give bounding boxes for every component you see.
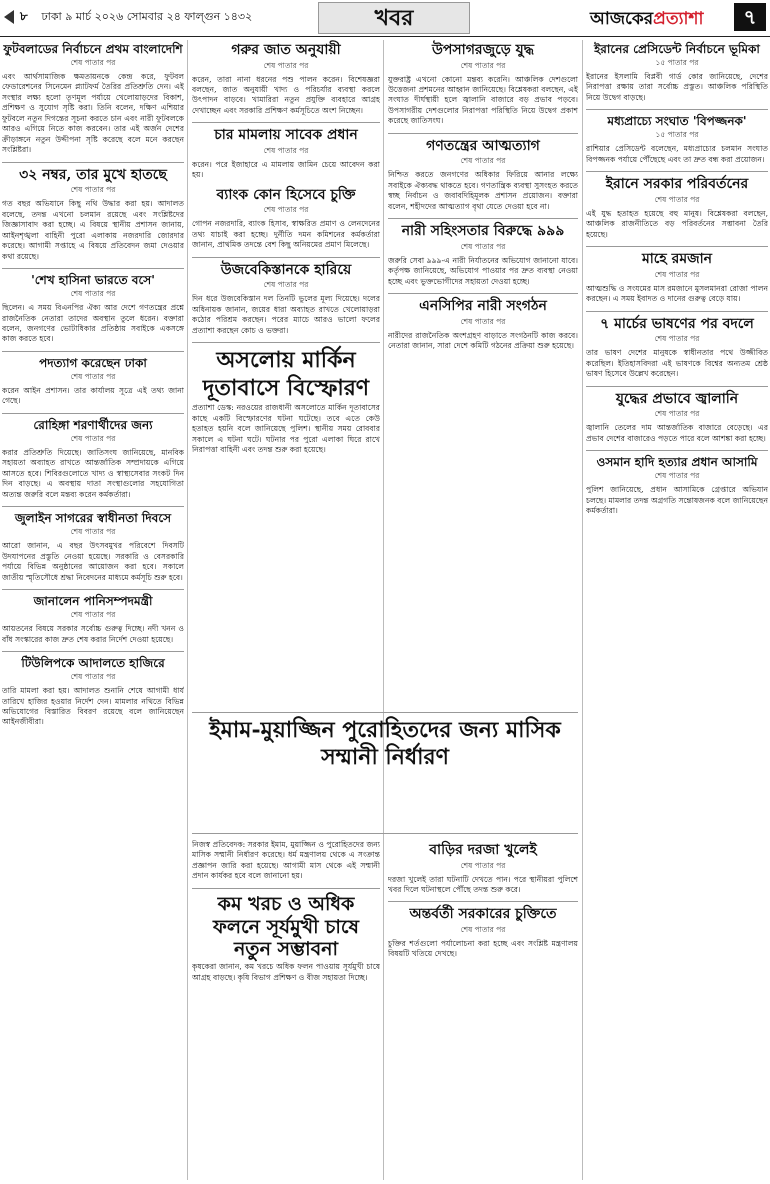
article [192, 187, 380, 251]
article-headline: ইরানে সরকার পরিবর্তনের [605, 176, 749, 193]
article [586, 42, 768, 103]
article-body: জরুরি সেবা ৯৯৯-এ নারী নির্যাতনের অভিযোগ জানানো যাবে। কর্তৃপক্ষ জানিয়েছে, অভিযোগ পাওয়ার পর দ্রুত ব্যবস্থা নেওয়া হচ্ছে এবং ভুক্তভোগীদের সহায়তা দেওয়া হচ্ছে। [388, 255, 578, 286]
article-headline: যুদ্ধের প্রভাবে জ্বালানি [615, 390, 739, 407]
lead-headline: ইমাম-মুয়াজ্জিন পুরোহিতদের জন্য মাসিক সম্মানী নির্ধারণ [209, 717, 561, 770]
continuation-label: শেষ পাতার পর [263, 205, 309, 215]
continuation-label: শেষ পাতার পর [654, 334, 700, 344]
article-headline: গরুর জাত অনুযায়ী [231, 42, 341, 58]
article [388, 138, 578, 212]
continuation-label: শেষ পাতার পর [70, 433, 116, 443]
article [388, 42, 578, 127]
article-body: তারি মামলা করা হয়। আদালত শুনানি শেষে আগামী ধার্য তারিখে হাজির হওয়ার নির্দেশ দেন। মামলার নথিতে বিভিন্ন অভিযোগের বিস্তারিত বিবরণ রয়েছে বলে জানিয়েছেন আইনজীবীরা। [2, 686, 184, 727]
article-headline: ওসমান হাদি হত্যার প্রধান আসামি [596, 455, 758, 470]
continuation-label: শেষ পাতার পর [263, 280, 309, 290]
continuation-label: শেষ পাতার পর [460, 316, 506, 326]
article [192, 840, 380, 882]
article [388, 906, 578, 959]
page-header [0, 0, 770, 37]
article-body: ছিলেন। এ সময় বিএনপির ঐক্য আর দেশে গণতন্ত্রের প্রশ্নে রাজনৈতিক নেতারা তাদের অবস্থান তুলে ধরেন। বক্তারা বলেন, জনগণের ভোটাধিকার প্রতিষ্ঠায় সবাইকে একসঙ্গে কাজ করতে হবে। [2, 303, 184, 344]
article-headline: ফুটবলাডের নির্বাচনে প্রথম বাংলাদেশি [3, 42, 183, 56]
continuation-label: শেষ পাতার পর [70, 610, 116, 620]
article-headline: পদত্যাগ করেছেন ঢাকা [39, 355, 147, 370]
column-divider [187, 40, 188, 1180]
article [586, 455, 768, 516]
divider [192, 257, 380, 258]
article-headline: এনসিপির নারী সংগঠন [419, 298, 547, 315]
divider [2, 506, 184, 507]
article [2, 511, 184, 583]
continuation-label: শেষ পাতার পর [70, 289, 116, 299]
masthead-logo [590, 6, 703, 34]
article-headline: ৭ মার্চের ভাষণের পর বদলে [600, 315, 754, 332]
article [586, 391, 768, 444]
logo-part1: আজকের [590, 9, 654, 29]
continuation-label: শেষ পাতার পর [70, 185, 116, 195]
issue-date: ঢাকা ৯ মার্চ ২০২৬ সোমবার ২৪ ফাল্গুন ১৪৩২ [41, 10, 253, 23]
article-body: দিন ধরে উজবেকিস্তান দল তিনটি ভুলের মূল্য দিয়েছে। দলের অধিনায়ক জানান, জয়ের ধারা অব্যাহত রাখতে খেলোয়াড়রা কঠোর পরিশ্রম করছেন। পরের ম্যাচে আরও ভালো ফলের প্রত্যাশা করছেন কোচ ও ভক্তরা। [192, 294, 380, 335]
article-body: করেন। পরে ইজাহারে এ মামলায় জামিন চেয়ে আবেদন করা হয়। [192, 159, 380, 180]
article [2, 273, 184, 345]
page-arrow-icon [4, 10, 14, 24]
article [586, 176, 768, 240]
article-body: জ্বালানি তেলের দাম আন্তর্জাতিক বাজারে বেড়েছে। এর প্রভাব দেশের বাজারেও পড়তে পারে বলে আশঙ্কা করা হচ্ছে। [586, 423, 768, 443]
article-headline: নারী সহিংসতার বিরুদ্ধে ৯৯৯ [401, 223, 565, 240]
article-body: পুলিশ জানিয়েছে, প্রধান আসামিকে গ্রেপ্তারে অভিযান চলছে। মামলার তদন্ত অগ্রগতি সন্তোষজনক বলে জানিয়েছেন কর্মকর্তারা। [586, 485, 768, 515]
article-body: গত বছর অভিযানে কিছু নথি উদ্ধার করা হয়। আদালত বলেছে, তদন্ত এখনো চলমান রয়েছে এবং সংশ্লিষ্টদের জিজ্ঞাসাবাদ করা হচ্ছে। এ বিষয়ে স্থানীয় প্রশাসন জানায়, আইনশৃঙ্খলা বাহিনী পুরো এলাকায় নজরদারি জোরদার করেছে। আগামী সপ্তাহে এ বিষয়ে প্রতিবেদন জমা দেওয়ার কথা রয়েছে। [2, 199, 184, 261]
article [586, 114, 768, 165]
article [388, 223, 578, 287]
column-2-lower [192, 840, 380, 1180]
divider [586, 311, 768, 312]
lead-headline-box [192, 712, 578, 834]
continuation-label: শেষ পাতার পর [654, 471, 700, 481]
divider [2, 651, 184, 652]
article-body: আয়তনের বিষয়ে সরকার সর্বোচ্চ গুরুত্ব দিচ্ছে। নদী খনন ও বাঁধ সংস্কারের কাজ দ্রুত শেষ করার নির্দেশ দেওয়া হয়েছে। [2, 624, 184, 644]
continuation-label: শেষ পাতার পর [263, 60, 309, 70]
divider [2, 589, 184, 590]
continuation-label: শেষ পাতার পর [70, 527, 116, 537]
article-headline: বাড়ির দরজা খুলেই [429, 842, 537, 858]
article [586, 251, 768, 304]
article [2, 356, 184, 407]
continuation-label: শেষ পাতার পর [654, 269, 700, 279]
article [388, 842, 578, 895]
continuation-label: ১৫ পাতার পর [655, 130, 699, 140]
divider [192, 342, 380, 343]
article-body: রাশিয়ার প্রেসিডেন্ট বলেছেন, মধ্যপ্রাচ্যের চলমান সংঘাত বিপজ্জনক পর্যায়ে পৌঁছেছে এবং তা দ্রুত বন্ধ করা প্রয়োজন। [586, 144, 768, 164]
article [192, 262, 380, 336]
article-body: এই যুদ্ধ হতাহত হয়েছে বহু মানুষ। বিশ্লেষকরা বলছেন, আঞ্চলিক রাজনীতিতে বড় পরিবর্তনের সম্ভাবনা তৈরি হয়েছে। [586, 208, 768, 239]
header-left [4, 8, 252, 28]
article-headline: 'শেখ হাসিনা ভারতে বসে' [31, 273, 155, 288]
article-body: ইরানের ইসলামি বিপ্লবী গার্ড কোর জানিয়েছে, দেশের নিরাপত্তা রক্ষায় তারা সর্বোচ্চ প্রস্তুত। আঞ্চলিক পরিস্থিতি নিয়ে উদ্বেগ বাড়ছে। [586, 72, 768, 102]
divider [586, 109, 768, 110]
article [2, 42, 184, 156]
article-body: নিজস্ব প্রতিবেদক: সরকার ইমাম, মুয়াজ্জিন ও পুরোহিতদের জন্য মাসিক সম্মানী নির্ধারণ করেছে। ধর্ম মন্ত্রণালয় থেকে এ সংক্রান্ত প্রজ্ঞাপন জারি করা হয়েছে। আগামী মাস থেকে এই সম্মানী প্রদান কার্যকর হবে বলে জানানো হয়। [192, 840, 380, 881]
article-headline: কম খরচ ও অধিক ফলনে সূর্যমুখী চাষে নতুন সম্ভাবনা [212, 892, 360, 961]
article-body: আরো জানান, এ বছর উৎসবমুখর পরিবেশে দিবসটি উদযাপনের প্রস্তুতি নেওয়া হয়েছে। সরকারি ও বেসরকারি পর্যায়ে বিভিন্ন অনুষ্ঠানের আয়োজন করা হবে। সকালে জাতীয় স্মৃতিসৌধে শ্রদ্ধা নিবেদনের মাধ্যমে কর্মসূচি শুরু হবে। [2, 541, 184, 582]
article [192, 893, 380, 983]
column-4 [586, 40, 768, 1180]
article-headline: ইরানের প্রেসিডেন্ট নির্বাচনে ভূমিকা [594, 42, 760, 56]
continuation-label: শেষ পাতার পর [460, 860, 506, 870]
article-headline: ৩২ নম্বর, তার মুখে হাতছে [19, 166, 167, 183]
article-body: করেন, তারা নানা ধরনের পশু পালন করেন। বিশেষজ্ঞরা বলছেন, জাত অনুযায়ী খাদ্য ও পরিচর্যার ব্যবস্থা করলে উৎপাদন বাড়বে। খামারিরা নতুন প্রযুক্তি ব্যবহারে আগ্রহ দেখাচ্ছেন এবং সরকারি প্রশিক্ষণ কর্মসূচিতে অংশ নিচ্ছেন। [192, 74, 380, 115]
article-headline: মধ্যপ্রাচ্যে সংঘাত 'বিপজ্জনক' [607, 114, 747, 129]
continuation-label: শেষ পাতার পর [70, 58, 116, 67]
article [192, 127, 380, 180]
article-headline: জুলাইন সাগরের স্বাধীনতা দিবসে [14, 511, 172, 526]
divider [388, 133, 578, 134]
divider [2, 162, 184, 163]
article [2, 594, 184, 645]
continuation-label: শেষ পাতার পর [460, 156, 506, 166]
divider [388, 901, 578, 902]
article-headline: গণতন্ত্রের আত্মত্যাগ [426, 137, 540, 154]
continuation-label: শেষ পাতার পর [654, 194, 700, 204]
article [192, 42, 380, 116]
article-headline: জানালেন পানিসম্পদমন্ত্রী [33, 594, 153, 609]
article-body: গোপন নজরদারি, ব্যাংক হিসাব, স্বাক্ষরিত প্রমাণ ও লেনদেনের তথ্য যাচাই করা হচ্ছে। দুর্নীতি দমন কমিশনের কর্মকর্তারা জানান, প্রাথমিক তদন্তে বেশ কিছু অনিয়মের প্রমাণ মিলেছে। [192, 219, 380, 250]
article-headline: টিউলিপকে আদালতে হাজিরে [21, 656, 165, 671]
article-headline: রোহিঙ্গা শরণার্থীদের জন্য [33, 417, 153, 432]
article-body: দরজা খুলেই তারা ঘটনাটি দেখতে পান। পরে স্থানীয়রা পুলিশে খবর দিলে ঘটনাস্থলে পৌঁছে তদন্ত শুরু করে। [388, 874, 578, 894]
continuation-label: শেষ পাতার পর [263, 145, 309, 155]
continuation-label: শেষ পাতার পর [70, 672, 116, 682]
article-body: করেন আইন প্রশাসন। তার কার্যালয় সূত্রে এই তথ্য জানা গেছে। [2, 385, 184, 406]
divider [586, 450, 768, 451]
article-body: যুক্তরাষ্ট্র এখনো কোনো মন্তব্য করেনি। আঞ্চলিক দেশগুলো উত্তেজনা প্রশমনের আহ্বান জানিয়েছে। বিশ্লেষকরা বলছেন, এই সংঘাত দীর্ঘস্থায়ী হলে জ্বালানি বাজারে বড় প্রভাব পড়বে। উপসাগরীয় দেশগুলোর নিরাপত্তা পরিস্থিতি নিয়ে উদ্বেগ প্রকাশ করেছে জাতিসংঘ। [388, 74, 578, 126]
divider [388, 293, 578, 294]
divider [2, 413, 184, 414]
article-body: নারীদের রাজনৈতিক অংশগ্রহণ বাড়াতে সংগঠনটি কাজ করবে। নেতারা জানান, সারা দেশে কমিটি গঠনের প্রক্রিয়া শুরু হয়েছে। [388, 330, 578, 351]
article-body: এবং আর্থসামাজিক ক্ষমতায়নকে কেন্দ্র করে, ফুটবল ফেডারেশনের সিনেমেন প্ল্যাটফর্ম তৈরির প্রতিশ্রুতি দেন। এই সংস্থার লক্ষ্য হলো তৃণমূল পর্যায়ে খেলোয়াড়দের বিকাশ, প্রশিক্ষণ ও সুযোগ সৃষ্টি করা। তিনি বলেন, দক্ষিণ এশিয়ার ফুটবলে নতুন দিগন্তের সূচনা করতে চান এবং নারী ফুটবলকে আরও এগিয়ে নিতে কাজ করবেন। তার এই অর্জন দেশের ক্রীড়াঙ্গনে নতুন উদ্দীপনা সৃষ্টি করেছে বলে মনে করছেন সংশ্লিষ্টরা। [2, 72, 184, 155]
article [388, 298, 578, 351]
article-body: তার ভাষণ দেশের মানুষকে স্বাধীনতার পথে উজ্জীবিত করেছিল। ইতিহাসবিদরা এই ভাষণকে বিশ্বের অন্যতম শ্রেষ্ঠ ভাষণ হিসেবে উল্লেখ করেছেন। [586, 348, 768, 379]
article-headline: ব্যাংক কোন হিসেবে চুক্তি [216, 186, 356, 203]
divider [388, 218, 578, 219]
continuation-label: শেষ পাতার পর [460, 924, 506, 934]
divider [192, 122, 380, 123]
article-body: চুক্তির শর্তগুলো পর্যালোচনা করা হচ্ছে এবং সংশ্লিষ্ট মন্ত্রণালয় বিষয়টি খতিয়ে দেখছে। [388, 938, 578, 959]
article-body: আত্মশুদ্ধি ও সংযমের মাস রমজানে মুসলমানরা রোজা পালন করছেন। এ সময় ইবাদত ও দানের গুরুত্ব বেড়ে যায়। [586, 283, 768, 304]
continuation-label: ১৫ পাতার পর [655, 58, 699, 67]
divider [586, 171, 768, 172]
article-body: প্রত্যাশা ডেস্ক: নরওয়ের রাজধানী অসলোতে মার্কিন দূতাবাসের কাছে একটি বিস্ফোরণের ঘটনা ঘটেছে। তবে এতে কেউ হতাহত হয়নি বলে জানিয়েছে পুলিশ। স্থানীয় সময় রোববার সকালে এ ঘটনা ঘটে। ঘটনার পর পুরো এলাকা ঘিরে রাখে নিরাপত্তা বাহিনী এবং তদন্ত শুরু করা হয়েছে। [192, 403, 380, 454]
column-1 [2, 40, 184, 1180]
article-headline: উজবেকিস্তানকে হারিয়ে [220, 261, 352, 278]
divider [586, 246, 768, 247]
article-headline: চার মামলায় সাবেক প্রধান [214, 127, 358, 144]
article-body: করার প্রতিশ্রুতি দিয়েছে। জাতিসংঘ জানিয়েছে, মানবিক সহায়তা অব্যাহত রাখতে আন্তর্জাতিক সম্প্রদায়কে এগিয়ে আসতে হবে। শিবিরগুলোতে খাদ্য ও স্বাস্থ্যসেবার সংকট দিন দিন বাড়ছে। এ অবস্থায় দাতা সংস্থাগুলোর সহযোগিতা অত্যন্ত জরুরি বলে মন্তব্য করেন কর্মকর্তারা। [2, 447, 184, 499]
article [2, 656, 184, 728]
article-headline: উপসাগরজুড়ে যুদ্ধ [432, 42, 534, 58]
column-2 [192, 40, 380, 708]
continuation-label: শেষ পাতার পর [654, 409, 700, 419]
article [2, 418, 184, 500]
divider [2, 268, 184, 269]
divider [2, 351, 184, 352]
page-number-box: ৭ [734, 3, 766, 31]
column-3-lower [388, 840, 578, 1180]
column-divider [582, 40, 583, 1180]
article-headline: অন্তর্বর্তী সরকারের চুক্তিতে [409, 906, 557, 923]
article-body: কৃষকেরা জানান, কম খরচে অধিক ফলন পাওয়ায় সূর্যমুখী চাষে আগ্রহ বাড়ছে। কৃষি বিভাগ প্রশিক্ষণ ও বীজ সহায়তা দিচ্ছে। [192, 962, 380, 982]
divider [192, 888, 380, 889]
divider [586, 386, 768, 387]
column-3 [388, 40, 578, 708]
continuation-label: শেষ পাতার পর [460, 241, 506, 251]
article-headline: অসলোয় মার্কিন দূতাবাসে বিস্ফোরণ [202, 347, 370, 401]
page-number: ৮ [19, 9, 28, 23]
article-headline: মাহে রমজান [641, 251, 713, 268]
article-body: নিশ্চিত করতে জনগণের অধিকার ফিরিয়ে আনার লক্ষ্যে সবাইকে ঐক্যবদ্ধ থাকতে হবে। গণতান্ত্রিক ব্যবস্থা সুসংহত করতে স্বচ্ছ নির্বাচন ও জবাবদিহিমূলক প্রশাসন প্রয়োজন। বক্তারা বলেন, শহীদদের আত্মত্যাগ বৃথা যেতে দেওয়া হবে না। [388, 170, 578, 211]
section-title: খবর [318, 2, 470, 34]
article [586, 316, 768, 380]
article [192, 347, 380, 455]
continuation-label: শেষ পাতার পর [70, 371, 116, 381]
article [2, 167, 184, 262]
continuation-label: শেষ পাতার পর [460, 60, 506, 70]
logo-part2: প্রত্যাশা [653, 9, 704, 29]
column-divider [383, 40, 384, 1180]
